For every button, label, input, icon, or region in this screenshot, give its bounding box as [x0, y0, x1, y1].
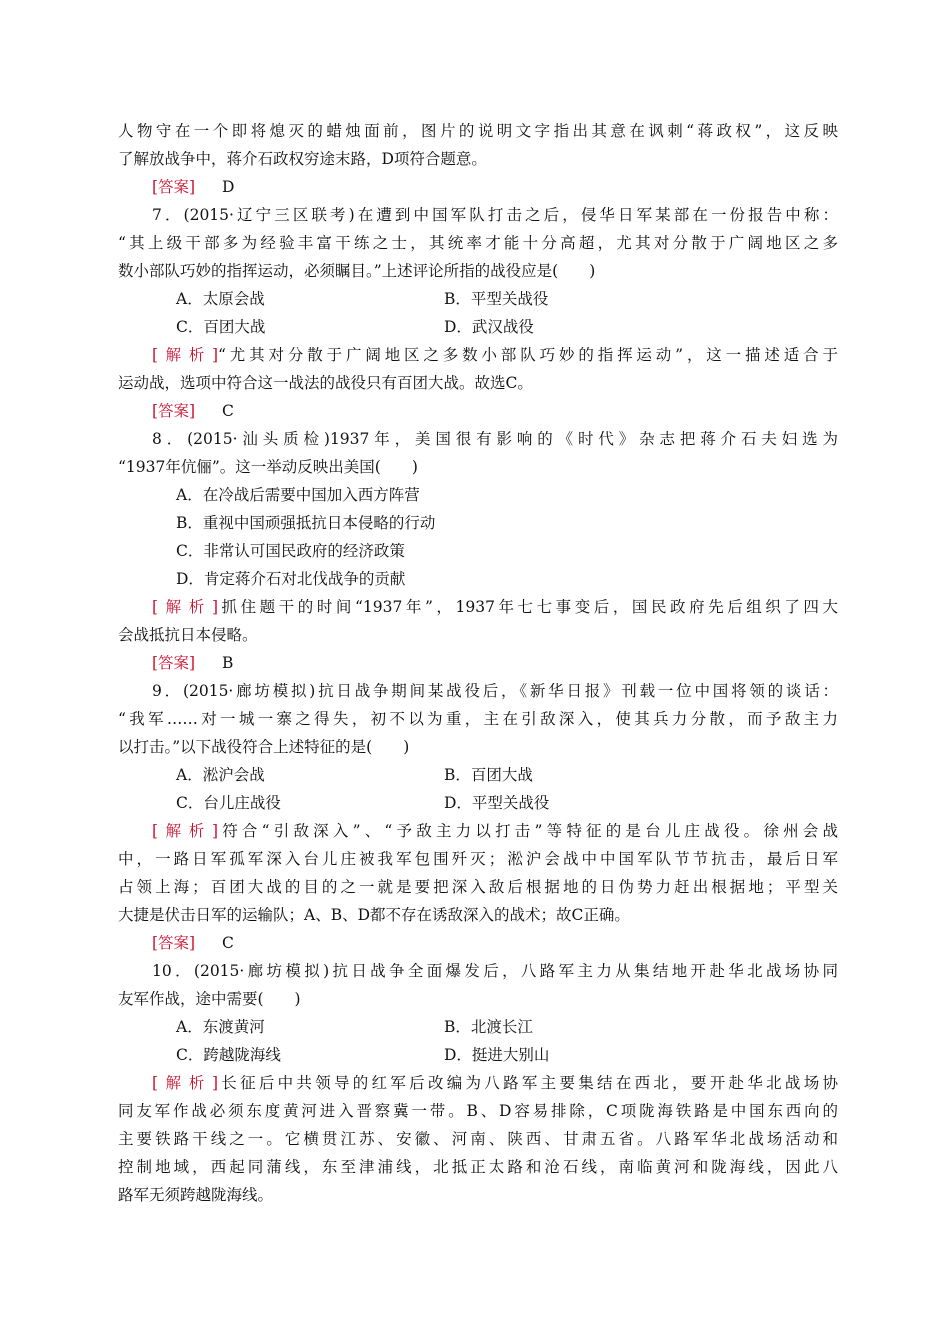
q7-options-row	[118, 285, 838, 313]
q9-stem-line: 9．(2015·廊坊模拟)抗日战争期间某战役后，《新华日报》刊载一位中国将领的谈话：	[152, 682, 838, 700]
q6-answer-value: D	[222, 178, 235, 196]
q7-options-row	[118, 313, 838, 341]
q10-option-b: B．北渡长江	[444, 1018, 533, 1036]
q9-options-row	[118, 761, 838, 789]
q9-analysis-line: 符合“引敌深入”、“予敌主力以打击”等特征的是台儿庄战役。徐州会战	[218, 822, 838, 840]
q9-option-a: A．淞沪会战	[176, 766, 265, 784]
q8-answer	[118, 649, 838, 677]
document-page	[118, 117, 838, 1209]
q8-analysis	[118, 593, 838, 621]
q7-stem-line: 7．(2015·辽宁三区联考)在遭到中国军队打击之后，侵华日军某部在一份报告中称：	[152, 206, 838, 224]
q7-analysis-line: “尤其对分散于广阔地区之多数小部队巧妙的指挥运动”，这一描述适合于	[218, 346, 838, 364]
q8-analysis-line: 会战抵抗日本侵略。	[118, 626, 258, 644]
q8-analysis-line: 抓住题干的时间“1937年”，1937年七七事变后，国民政府先后组织了四大	[218, 598, 838, 616]
q7-option-d: D．武汉战役	[444, 318, 534, 336]
q9-stem-line: 以打击。”以下战役符合上述特征的是( )	[118, 738, 410, 756]
answer-tag: [答案]	[152, 402, 196, 420]
answer-tag: [答案]	[152, 654, 196, 672]
q9-answer-value: C	[222, 934, 234, 952]
analysis-tag: [解析]	[152, 822, 218, 840]
q10-analysis-line: 主要铁路干线之一。它横贯江苏、安徽、河南、陕西、甘肃五省。八路军华北战场活动和	[118, 1130, 838, 1148]
answer-tag: [答案]	[152, 178, 196, 196]
q7-option-b: B．平型关战役	[444, 290, 549, 308]
q9-options-row	[118, 789, 838, 817]
q8-option-d: D．肯定蒋介石对北伐战争的贡献	[176, 570, 406, 588]
q10-stem-line: 10．(2015·廊坊模拟)抗日战争全面爆发后，八路军主力从集结地开赴华北战场协同	[152, 962, 838, 980]
q8-option-c: C．非常认可国民政府的经济政策	[176, 542, 405, 560]
q8-answer-value: B	[222, 654, 234, 672]
analysis-tag: [解析]	[152, 1074, 218, 1092]
q7-answer	[118, 397, 838, 425]
q10-option-a: A．东渡黄河	[176, 1018, 265, 1036]
q7-stem-line: 数小部队巧妙的指挥运动，必须瞩目。”上述评论所指的战役应是( )	[118, 262, 596, 280]
analysis-tag: [解析]	[152, 598, 218, 616]
q7-option-c: C．百团大战	[176, 318, 266, 336]
q9-analysis-line: 占领上海；百团大战的目的之一就是要把深入敌后根据地的日伪势力赶出根据地；平型关	[118, 878, 838, 896]
analysis-tag: [解析]	[152, 346, 218, 364]
q6-analysis-line: 人物守在一个即将熄灭的蜡烛面前，图片的说明文字指出其意在讽刺“蒋政权”，这反映	[118, 122, 838, 140]
q8-option-a: A．在冷战后需要中国加入西方阵营	[176, 486, 420, 504]
q10-option-d: D．挺进大别山	[444, 1046, 550, 1064]
q6-analysis-line: 了解放战争中，蒋介石政权穷途末路，D项符合题意。	[118, 150, 487, 168]
q10-stem-line: 友军作战，途中需要( )	[118, 990, 301, 1008]
q8-option-b: B．重视中国顽强抵抗日本侵略的行动	[176, 514, 436, 532]
q8-stem-line: 8．(2015·汕头质检)1937年，美国很有影响的《时代》杂志把蒋介石夫妇选为	[152, 430, 838, 448]
q10-analysis-line: 路军无须跨越陇海线。	[118, 1186, 274, 1204]
q10-options-row	[118, 1013, 838, 1041]
q8-stem-line: “1937年伉俪”。这一举动反映出美国( )	[118, 458, 418, 476]
q7-analysis-line: 运动战，选项中符合这一战法的战役只有百团大战。故选C。	[118, 374, 533, 392]
q10-option-c: C．跨越陇海线	[176, 1046, 281, 1064]
q10-options-row	[118, 1041, 838, 1069]
answer-tag: [答案]	[152, 934, 196, 952]
q9-analysis	[118, 817, 838, 845]
q9-analysis-line: 中，一路日军孤军深入台儿庄被我军包围歼灭；淞沪会战中中国军队节节抗击，最后日军	[118, 850, 838, 868]
q7-answer-value: C	[222, 402, 234, 420]
q9-option-c: C．台儿庄战役	[176, 794, 281, 812]
q10-analysis-line: 长征后中共领导的红军后改编为八路军主要集结在西北，要开赴华北战场协	[218, 1074, 838, 1092]
q10-analysis	[118, 1069, 838, 1097]
q7-analysis	[118, 341, 838, 369]
q9-stem-line: “我军……对一城一寨之得失，初不以为重，主在引敌深入，使其兵力分散，而予敌主力	[118, 710, 838, 728]
q9-answer	[118, 929, 838, 957]
q9-analysis-line: 大捷是伏击日军的运输队；A、B、D都不存在诱敌深入的战术；故C正确。	[118, 906, 630, 924]
q6-answer	[118, 173, 838, 201]
q10-analysis-line: 控制地域，西起同蒲线，东至津浦线，北抵正太路和沧石线，南临黄河和陇海线，因此八	[118, 1158, 838, 1176]
q10-analysis-line: 同友军作战必须东度黄河进入晋察冀一带。B、D容易排除，C项陇海铁路是中国东西向的	[118, 1102, 838, 1120]
q7-option-a: A．太原会战	[176, 290, 265, 308]
q7-stem-line: “其上级干部多为经验丰富干练之士，其统率才能十分高超，尤其对分散于广阔地区之多	[118, 234, 838, 252]
q9-option-d: D．平型关战役	[444, 794, 550, 812]
q9-option-b: B．百团大战	[444, 766, 533, 784]
